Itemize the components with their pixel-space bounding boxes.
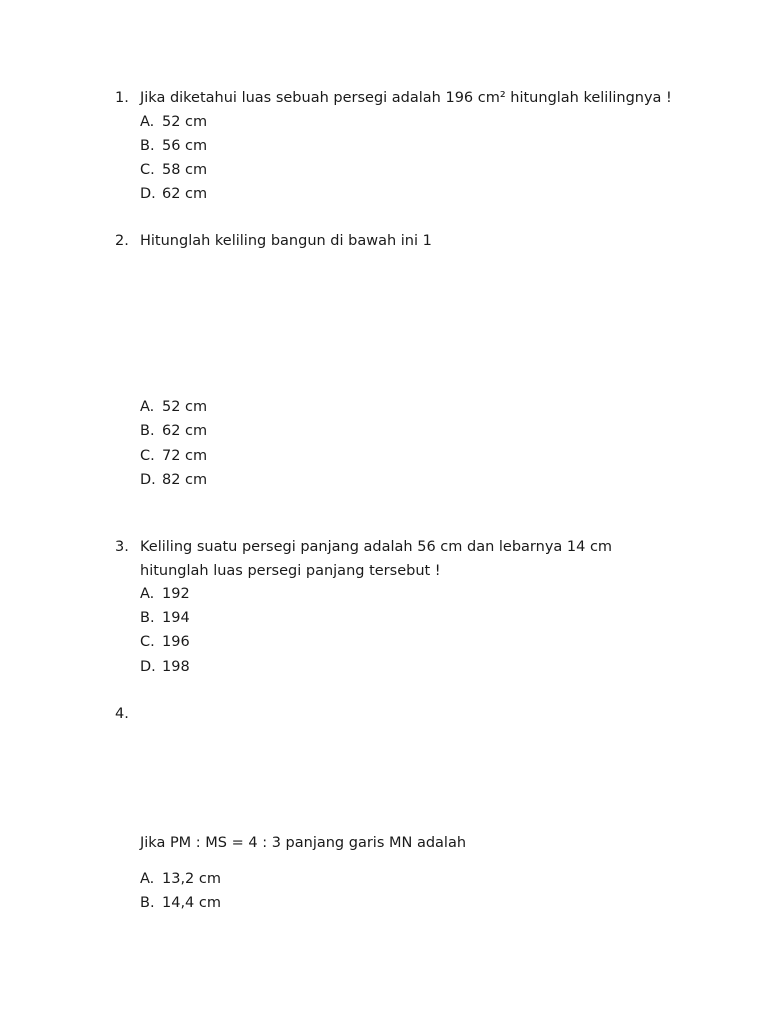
option-b: [140, 610, 190, 626]
option-letter: A.: [140, 399, 155, 415]
figure-placeholder: [140, 732, 640, 832]
option-letter: D.: [140, 186, 156, 202]
option-value: 58 cm: [162, 162, 208, 178]
option-letter: D.: [140, 472, 156, 488]
question-text-line-1: Keliling suatu persegi panjang adalah 56 cm dan lebarnya 14 cm: [140, 539, 613, 555]
option-value: 14,4 cm: [162, 895, 221, 911]
option-b: [140, 895, 221, 911]
option-value: 198: [162, 659, 190, 675]
option-c: [140, 448, 207, 464]
option-letter: B.: [140, 423, 155, 439]
option-b: [140, 138, 207, 154]
option-a: [140, 586, 190, 602]
option-value: 82 cm: [162, 472, 208, 488]
option-a: [140, 399, 207, 415]
option-d: [140, 472, 207, 488]
option-d: [140, 186, 207, 202]
question-text-line-2: hitunglah luas persegi panjang tersebut !: [140, 563, 441, 579]
option-value: 13,2 cm: [162, 871, 221, 887]
option-letter: C.: [140, 448, 155, 464]
option-letter: B.: [140, 610, 155, 626]
option-value: 62 cm: [162, 186, 208, 202]
option-value: 56 cm: [162, 138, 208, 154]
option-letter: A.: [140, 871, 155, 887]
option-a: [140, 871, 221, 887]
option-letter: B.: [140, 138, 155, 154]
option-letter: C.: [140, 634, 155, 650]
option-b: [140, 423, 207, 439]
option-letter: A.: [140, 114, 155, 130]
option-c: [140, 162, 207, 178]
question-text: Hitunglah keliling bangun di bawah ini 1: [140, 233, 432, 249]
option-value: 194: [162, 610, 190, 626]
question-text: Jika diketahui luas sebuah persegi adalah 196 cm² hitunglah kelilingnya !: [140, 90, 672, 106]
question-number: 4.: [115, 706, 129, 722]
question-text: Jika PM : MS = 4 : 3 panjang garis MN adalah: [140, 835, 467, 851]
option-value: 52 cm: [162, 114, 208, 130]
option-letter: C.: [140, 162, 155, 178]
figure-placeholder: [140, 259, 640, 399]
option-letter: B.: [140, 895, 155, 911]
option-c: [140, 634, 190, 650]
option-letter: D.: [140, 659, 156, 675]
option-value: 62 cm: [162, 423, 208, 439]
question-number: 2.: [115, 233, 129, 249]
option-a: [140, 114, 207, 130]
question-number: 1.: [115, 90, 129, 106]
option-value: 192: [162, 586, 190, 602]
option-value: 196: [162, 634, 190, 650]
question-number: 3.: [115, 539, 129, 555]
option-value: 72 cm: [162, 448, 208, 464]
option-letter: A.: [140, 586, 155, 602]
option-value: 52 cm: [162, 399, 208, 415]
option-d: [140, 659, 190, 675]
